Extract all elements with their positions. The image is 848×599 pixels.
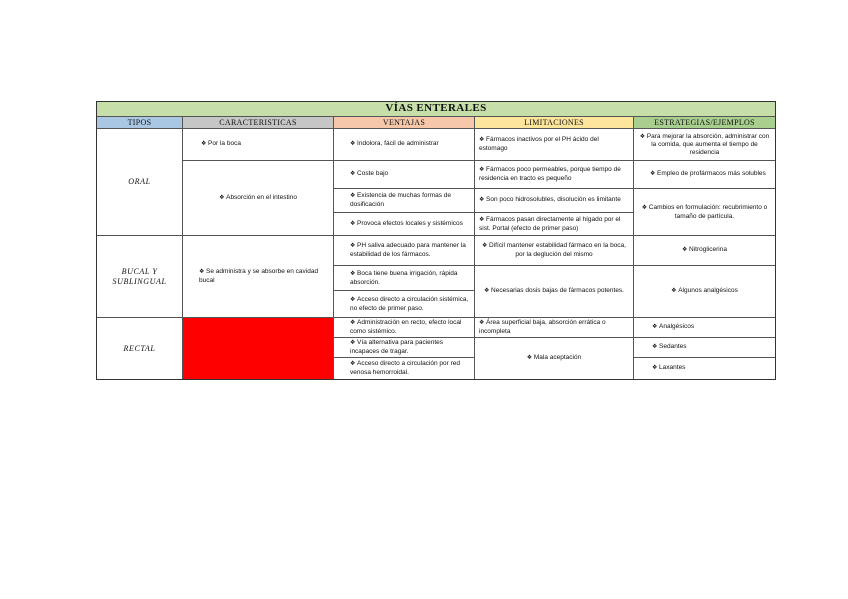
oral-ventaja: ❖ Provoca efectos locales y sistémicos [334,213,475,236]
oral-estrategia: ❖ Empleo de profármacos más solubles [634,161,775,189]
oral-limitacion: ❖ Fármacos poco permeables, porque tiempo de residencia en tracto es pequeño [475,161,634,189]
type-rectal: RECTAL [97,318,183,379]
rectal-ventaja: ❖ Acceso directo a circulación por red venosa hemorroidal. [334,358,475,379]
rectal-limitacion: ❖ Mala aceptación [475,338,634,379]
bucal-ventaja: ❖ Boca tiene buena irrigación, rápida absorción. [334,266,475,291]
rectal-estrategia: ❖ Analgésicos [634,318,775,338]
oral-limitacion: ❖ Fármacos pasan directamente al hígado por el sist. Portal (efecto de primer paso) [475,213,634,236]
type-bucal-sublingual: BUCAL Y SUBLINGUAL [97,236,183,318]
bucal-limitacion: ❖ Difícil mantener estabilidad fármaco en la boca, por la deglución del mismo [475,236,634,266]
oral-caracteristica [183,129,334,161]
oral-estrategia: ❖ Para mejorar la absorción, administrar con la comida, que aumenta el tiempo de residencia [634,129,775,161]
oral-car-2: ❖ Absorción en el intestino [219,194,297,203]
rectal-ventaja: ❖ Administración en recto, efecto local como sistémico. [334,318,475,338]
oral-car-1: ❖ Por la boca [201,140,241,149]
bucal-limitacion: ❖ Necesarias dosis bajas de fármacos potentes. [475,266,634,318]
bucal-caracteristica: ❖ Se administra y se absorbe en cavidad bucal [183,236,334,318]
header-estrategias: ESTRATEGIAS/EJEMPLOS [634,117,775,129]
type-oral: ORAL [97,129,183,236]
oral-estrategia: ❖ Cambios en formulación: recubrimiento o tamaño de partícula. [634,189,775,236]
rectal-caracteristica-empty [183,318,334,379]
bucal-estrategia: ❖ Nitroglicerina [634,236,775,266]
oral-ventaja: ❖ Existencia de muchas formas de dosificación [334,189,475,213]
oral-ventaja: ❖ Indolora, fácil de administrar [334,129,475,161]
rectal-ventaja: ❖ Vía alternativa para pacientes incapaces de tragar. [334,338,475,358]
bucal-ventaja: ❖ PH saliva adecuado para mantener la estabilidad de los fármacos. [334,236,475,266]
rectal-estrategia: ❖ Laxantes [634,358,775,379]
rectal-limitacion: ❖ Área superficial baja, absorción errática o incompleta [475,318,634,338]
enteral-routes-table [96,101,776,380]
bucal-estrategia: ❖ Algunos analgésicos [634,266,775,318]
bucal-ventaja: ❖ Acceso directo a circulación sistémica, no efecto de primer paso. [334,291,475,318]
table-title: VÍAS ENTERALES [97,102,775,117]
header-tipos: TIPOS [97,117,183,129]
oral-limitacion: ❖ Fármacos inactivos por el PH ácido del estomago [475,129,634,161]
header-caracteristicas: CARACTERISTICAS [183,117,334,129]
header-ventajas: VENTAJAS [334,117,475,129]
oral-limitacion: ❖ Son poco hidrosolubles, disolución es limitante [475,189,634,213]
oral-caracteristica [183,161,334,236]
rectal-estrategia: ❖ Sedantes [634,338,775,358]
oral-ventaja: ❖ Coste bajo [334,161,475,189]
header-limitaciones: LIMITACIONES [475,117,634,129]
